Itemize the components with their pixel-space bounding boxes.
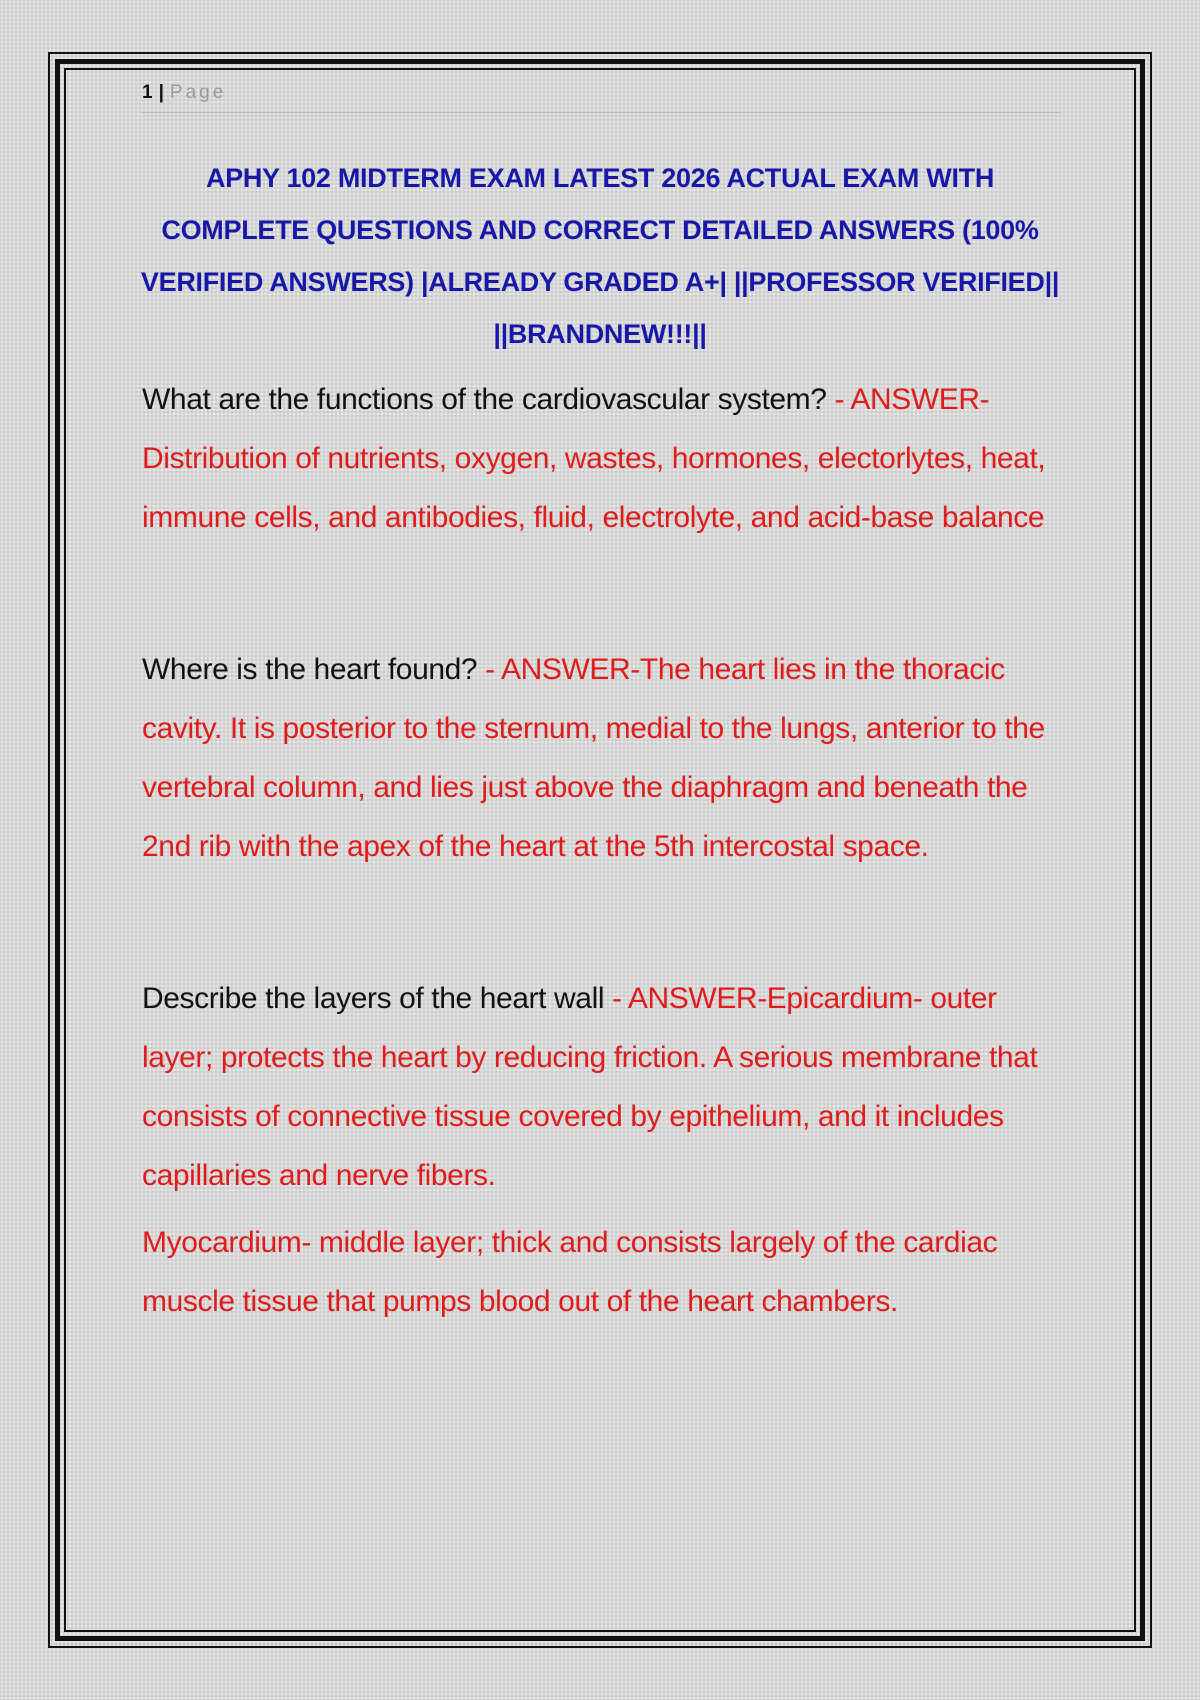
answer-text: - ANSWER-Epicardium- outer layer; protects the heart by reducing friction. A serious membrane that consists of connective tissue covered by epithelium, and it includes capillaries and nerve fibers. <box>142 982 1038 1192</box>
qa-item <box>142 969 1072 1205</box>
question-text: Where is the heart found? <box>142 653 478 686</box>
question-text: What are the functions of the cardiovascular system? <box>142 383 827 416</box>
page-separator: | <box>158 82 166 103</box>
qa-item <box>142 370 1072 547</box>
qa-content <box>142 370 1072 1331</box>
answer-text: - ANSWER-The heart lies in the thoracic cavity. It is posterior to the sternum, medial to the lungs, anterior to the vertebral column, and lies just above the diaphragm and beneath the 2nd rib with the apex of the heart at the 5th intercostal space. <box>142 653 1045 863</box>
page-header <box>142 82 226 104</box>
question-text: Describe the layers of the heart wall <box>142 982 605 1015</box>
header-rule <box>142 112 1060 113</box>
page-word: Page <box>169 82 227 103</box>
answer-continuation: Myocardium- middle layer; thick and consists largely of the cardiac muscle tissue that pumps blood out of the heart chambers. <box>142 1226 998 1318</box>
page-number: 1 <box>142 82 155 103</box>
answer-text: - ANSWER-Distribution of nutrients, oxygen, wastes, hormones, electorlytes, heat, immune cells, and antibodies, fluid, electrolyte, and acid-base balance <box>142 383 1046 534</box>
document-title: APHY 102 MIDTERM EXAM LATEST 2026 ACTUAL EXAM WITH COMPLETE QUESTIONS AND CORRECT DETAILED ANSWERS (100% VERIFIED ANSWERS) |ALREADY GRADED A+| ||PROFESSOR VERIFIED|| ||BRANDNEW!!!|| <box>140 163 1060 349</box>
qa-item <box>142 640 1072 876</box>
